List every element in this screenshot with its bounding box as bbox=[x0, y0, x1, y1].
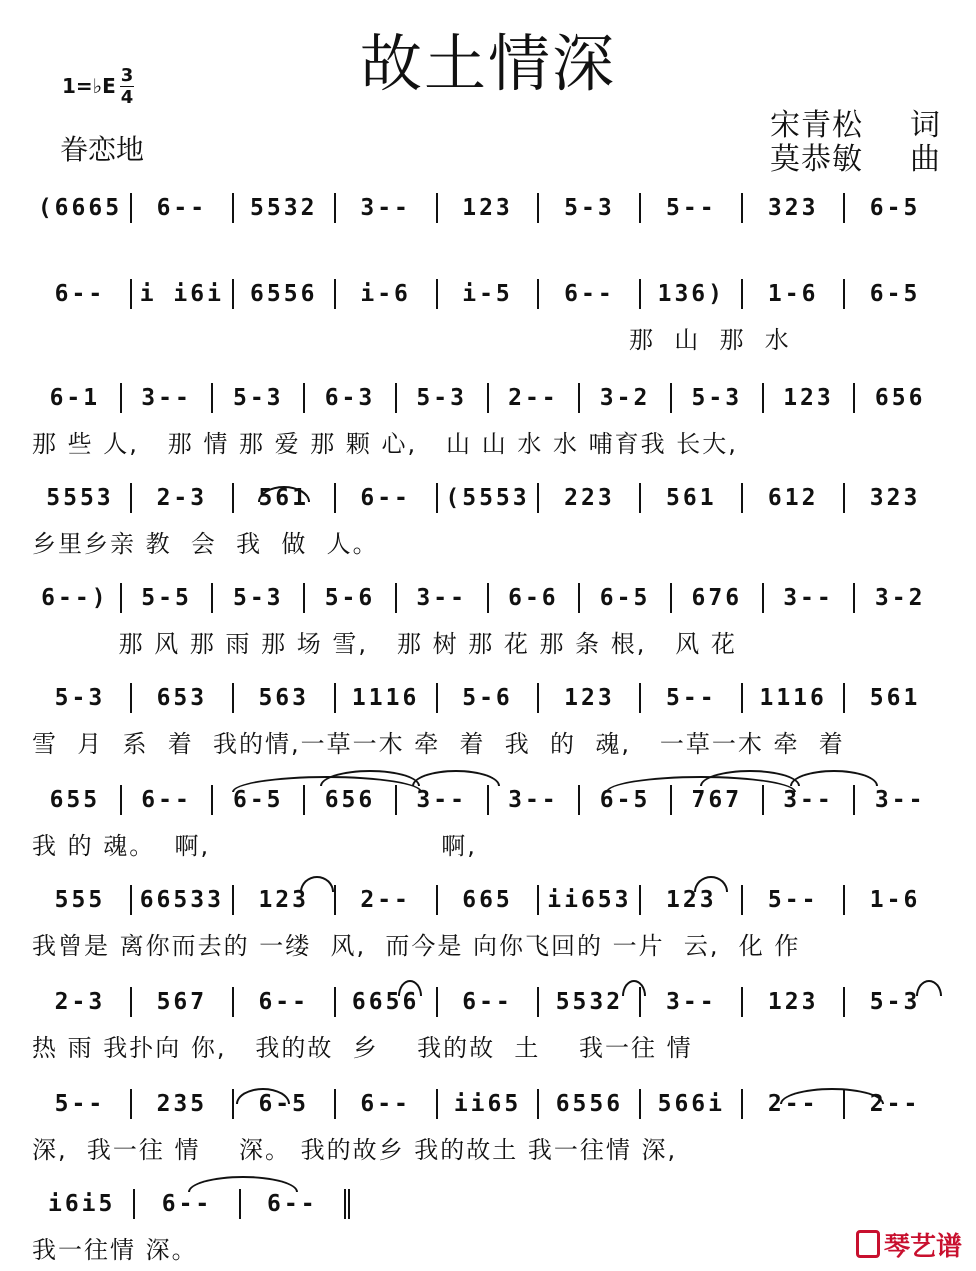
measure: 6-5 bbox=[869, 281, 921, 307]
measure: 6-5 bbox=[580, 785, 672, 815]
measure: 3-- bbox=[641, 987, 743, 1017]
slur-mark bbox=[412, 770, 500, 786]
composer-name: 莫恭敏 bbox=[770, 142, 863, 177]
measure: 6-- bbox=[30, 279, 132, 309]
slur-mark bbox=[300, 876, 334, 892]
measure: 3-- bbox=[489, 785, 581, 815]
measure: 6-- bbox=[234, 987, 336, 1017]
slur-mark bbox=[320, 770, 420, 786]
measure: 2-3 bbox=[30, 987, 132, 1017]
measure: 5532 bbox=[234, 193, 336, 223]
measure: 5-3 bbox=[397, 383, 489, 413]
slur-mark bbox=[622, 980, 646, 996]
measure: 5553 bbox=[30, 483, 132, 513]
watermark-text: 琴艺谱 bbox=[884, 1232, 963, 1262]
notation-line bbox=[30, 480, 945, 516]
measure: 3-- bbox=[122, 383, 214, 413]
notation-line bbox=[30, 680, 945, 716]
measure: 563 bbox=[234, 683, 336, 713]
measure: 656 bbox=[874, 385, 926, 411]
slur-mark bbox=[398, 980, 422, 996]
measure: 2-- bbox=[489, 383, 581, 413]
measure: 6-5 bbox=[234, 1089, 336, 1119]
lyric-line: 热 雨 我扑向 你, 我的故 乡 我的故 土 我一往 情 bbox=[32, 1034, 693, 1062]
lyricist-name: 宋青松 bbox=[770, 108, 863, 143]
measure: 5-3 bbox=[539, 193, 641, 223]
measure: 5532 bbox=[539, 987, 641, 1017]
lyricist-role: 词 bbox=[910, 108, 941, 143]
measure: 5-- bbox=[641, 683, 743, 713]
notation-line bbox=[30, 580, 945, 616]
measure: i i6i bbox=[132, 279, 234, 309]
measure: 235 bbox=[132, 1089, 234, 1119]
measure: 5-3 bbox=[213, 383, 305, 413]
slur-mark bbox=[694, 876, 728, 892]
measure: 6-- bbox=[336, 483, 438, 513]
measure: 6-- bbox=[438, 987, 540, 1017]
page-title: 故土情深 bbox=[359, 27, 616, 100]
measure: i-6 bbox=[336, 279, 438, 309]
measure: 612 bbox=[743, 483, 845, 513]
measure: 665 bbox=[438, 885, 540, 915]
measure: 2-- bbox=[336, 885, 438, 915]
measure: 3-- bbox=[764, 785, 856, 815]
measure: 1-6 bbox=[869, 887, 921, 913]
measure: 5-- bbox=[30, 1089, 132, 1119]
measure: (6665 bbox=[30, 193, 132, 223]
measure: 1-6 bbox=[743, 279, 845, 309]
measure: 655 bbox=[30, 785, 122, 815]
measure: 653 bbox=[132, 683, 234, 713]
measure: 6-- bbox=[135, 1189, 240, 1219]
composer-role: 曲 bbox=[910, 142, 941, 177]
lyric-line: 深, 我一往 情 深。 我的故乡 我的故土 我一往情 深, bbox=[32, 1136, 678, 1164]
notation-line bbox=[30, 276, 945, 312]
measure: 6-- bbox=[132, 193, 234, 223]
measure: 123 bbox=[234, 885, 336, 915]
measure: i6i5 bbox=[30, 1189, 135, 1219]
measure: 6-5 bbox=[869, 195, 921, 221]
measure: 6-5 bbox=[213, 785, 305, 815]
measure: 3-- bbox=[764, 583, 856, 613]
measure: 6-1 bbox=[30, 383, 122, 413]
measure: 656 bbox=[305, 785, 397, 815]
measure: 6-5 bbox=[580, 583, 672, 613]
notation-line bbox=[30, 984, 945, 1020]
measure: 5-- bbox=[743, 885, 845, 915]
time-bottom: 4 bbox=[120, 87, 134, 108]
measure: 6556 bbox=[539, 1089, 641, 1119]
measure: 66533 bbox=[132, 885, 234, 915]
lyric-line: 那 些 人, 那 情 那 爱 那 颗 心, 山 山 水 水 哺育我 长大, bbox=[32, 430, 738, 458]
lyric-line: 我曾是 离你而去的 一缕 风, 而今是 向你飞回的 一片 云, 化 作 bbox=[32, 932, 801, 960]
measure: 5-3 bbox=[213, 583, 305, 613]
composer-credit bbox=[770, 134, 941, 178]
lyric-line: 那 风 那 雨 那 场 雪, 那 树 那 花 那 条 根, 风 花 bbox=[32, 630, 737, 658]
measure: 5-6 bbox=[305, 583, 397, 613]
measure: i-5 bbox=[438, 279, 540, 309]
measure: 123 bbox=[743, 987, 845, 1017]
measure: 3-- bbox=[874, 787, 926, 813]
mood-marking: 眷恋地 bbox=[60, 133, 145, 166]
measure: 6-6 bbox=[489, 583, 581, 613]
time-signature bbox=[120, 66, 134, 107]
notation-line bbox=[30, 782, 945, 818]
measure: 6-- bbox=[241, 1189, 350, 1219]
measure: 323 bbox=[743, 193, 845, 223]
measure: (5553 bbox=[438, 483, 540, 513]
slur-mark bbox=[188, 1176, 298, 1192]
measure: 5-5 bbox=[122, 583, 214, 613]
measure: 3-2 bbox=[580, 383, 672, 413]
measure: 5-6 bbox=[438, 683, 540, 713]
measure: 123 bbox=[438, 193, 540, 223]
lyric-line: 我 的 魂。 啊, 啊, bbox=[32, 832, 477, 860]
measure: 561 bbox=[869, 685, 921, 711]
measure: 5-3 bbox=[672, 383, 764, 413]
measure: 561 bbox=[641, 483, 743, 513]
lyric-line: 我一往情 深。 bbox=[32, 1236, 198, 1264]
notation-line bbox=[30, 882, 945, 918]
measure: 2-3 bbox=[132, 483, 234, 513]
measure: 2-- bbox=[869, 1091, 921, 1117]
measure: 223 bbox=[539, 483, 641, 513]
measure: 6-- bbox=[539, 279, 641, 309]
measure: 3-- bbox=[397, 583, 489, 613]
measure: 6556 bbox=[234, 279, 336, 309]
key-signature: 1=♭E bbox=[62, 74, 116, 98]
measure: 6--) bbox=[30, 583, 122, 613]
time-top: 3 bbox=[120, 65, 134, 86]
measure: 6656 bbox=[336, 987, 438, 1017]
watermark-logo bbox=[856, 1226, 962, 1263]
lyric-line: 那 山 那 水 bbox=[32, 326, 791, 354]
slur-mark bbox=[916, 980, 942, 996]
measure: 1116 bbox=[743, 683, 845, 713]
measure: ii65 bbox=[438, 1089, 540, 1119]
measure: 676 bbox=[672, 583, 764, 613]
measure: 555 bbox=[30, 885, 132, 915]
logo-icon bbox=[856, 1230, 880, 1258]
measure: 6-- bbox=[336, 1089, 438, 1119]
lyric-line: 乡里乡亲 教 会 我 做 人。 bbox=[32, 530, 379, 558]
measure: 3-2 bbox=[874, 585, 926, 611]
measure: 123 bbox=[539, 683, 641, 713]
measure: 3-- bbox=[336, 193, 438, 223]
slur-mark bbox=[790, 770, 878, 786]
slur-mark bbox=[700, 770, 800, 786]
measure: 5-3 bbox=[30, 683, 132, 713]
measure: 6-3 bbox=[305, 383, 397, 413]
measure: 566i bbox=[641, 1089, 743, 1119]
measure: 136) bbox=[641, 279, 743, 309]
lyric-line: 雪 月 系 着 我的情,一草一木 牵 着 我 的 魂, 一草一木 牵 着 bbox=[32, 730, 845, 758]
measure: 767 bbox=[672, 785, 764, 815]
measure: 123 bbox=[764, 383, 856, 413]
measure: 3-- bbox=[397, 785, 489, 815]
measure: 567 bbox=[132, 987, 234, 1017]
measure: ii653 bbox=[539, 885, 641, 915]
measure: 561 bbox=[234, 483, 336, 513]
measure: 323 bbox=[869, 485, 921, 511]
notation-line bbox=[30, 190, 945, 226]
measure: 5-3 bbox=[869, 989, 921, 1015]
measure: 6-- bbox=[122, 785, 214, 815]
notation-line bbox=[30, 380, 945, 416]
measure: 2-- bbox=[743, 1089, 845, 1119]
measure: 1116 bbox=[336, 683, 438, 713]
measure: 123 bbox=[641, 885, 743, 915]
measure: 5-- bbox=[641, 193, 743, 223]
